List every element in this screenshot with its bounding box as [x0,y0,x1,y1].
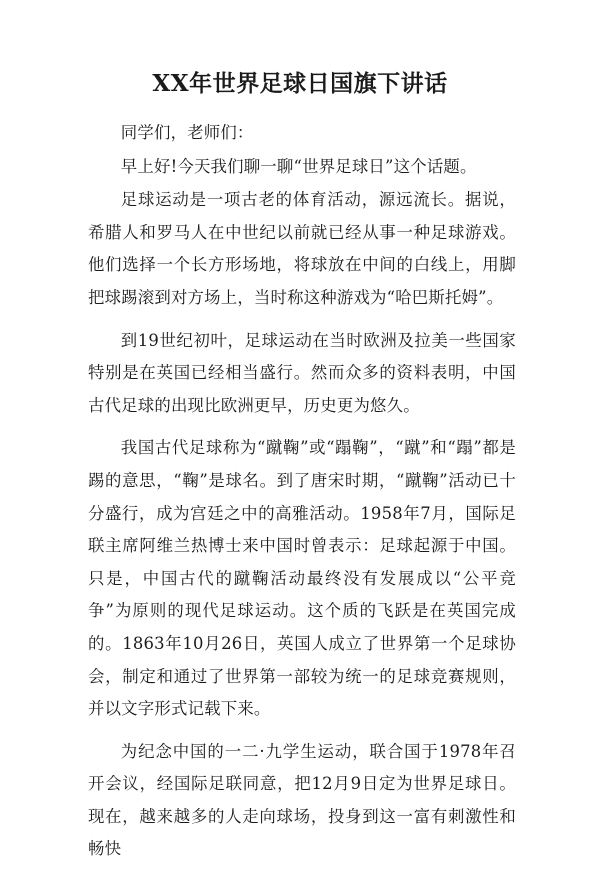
paragraph-cuju: 我国古代足球称为“蹴鞠”或“蹋鞠”，“蹴”和“蹋”都是踢的意思，“鞠”是球名。到了唐宋时期，“蹴鞠”活动已十分盛行，成为宫廷之中的高雅活动。1958年7月，国际足联主席阿维兰热博士来中国时曾表示：足球起源于中国。只是，中国古代的蹴鞠活动最终没有发展成以“公平竞争”为原则的现代足球运动。这个质的飞跃是在英国完成的。1863年10月26日，英国人成立了世界第一个足球协会，制定和通过了世界第一部较为统一的足球竞赛规则，并以文字形式记载下来。 [88,438,516,719]
paragraph-intro: 早上好!今天我们聊一聊“世界足球日”这个话题。 [120,156,477,176]
paragraph-greeting: 同学们，老师们： [120,123,254,142]
paragraph-ancient-football: 足球运动是一项古老的体育活动，源远流长。据说，希腊人和罗马人在中世纪以前就已经从事一种足球游戏。他们选择一个长方形场地，将球放在中间的白线上，用脚把球踢滚到对方场上，当时称这种游戏为“哈巴斯托姆”。 [88,190,516,307]
document-title: XX年世界足球日国旗下讲话 [152,70,448,97]
document-body [88,117,516,876]
paragraph-world-football-day: 为纪念中国的一二·九学生运动，联合国于1978年召开会议，经国际足联同意，把12月9日定为世界足球日。现在，越来越多的人走向球场，投身到这一富有刺激性和畅快 [88,741,516,859]
paragraph-19th-century: 到19世纪初叶，足球运动在当时欧洲及拉美一些国家特别是在英国已经相当盛行。然而众多的资料表明，中国古代足球的出现比欧洲更早，历史更为悠久。 [88,330,516,415]
